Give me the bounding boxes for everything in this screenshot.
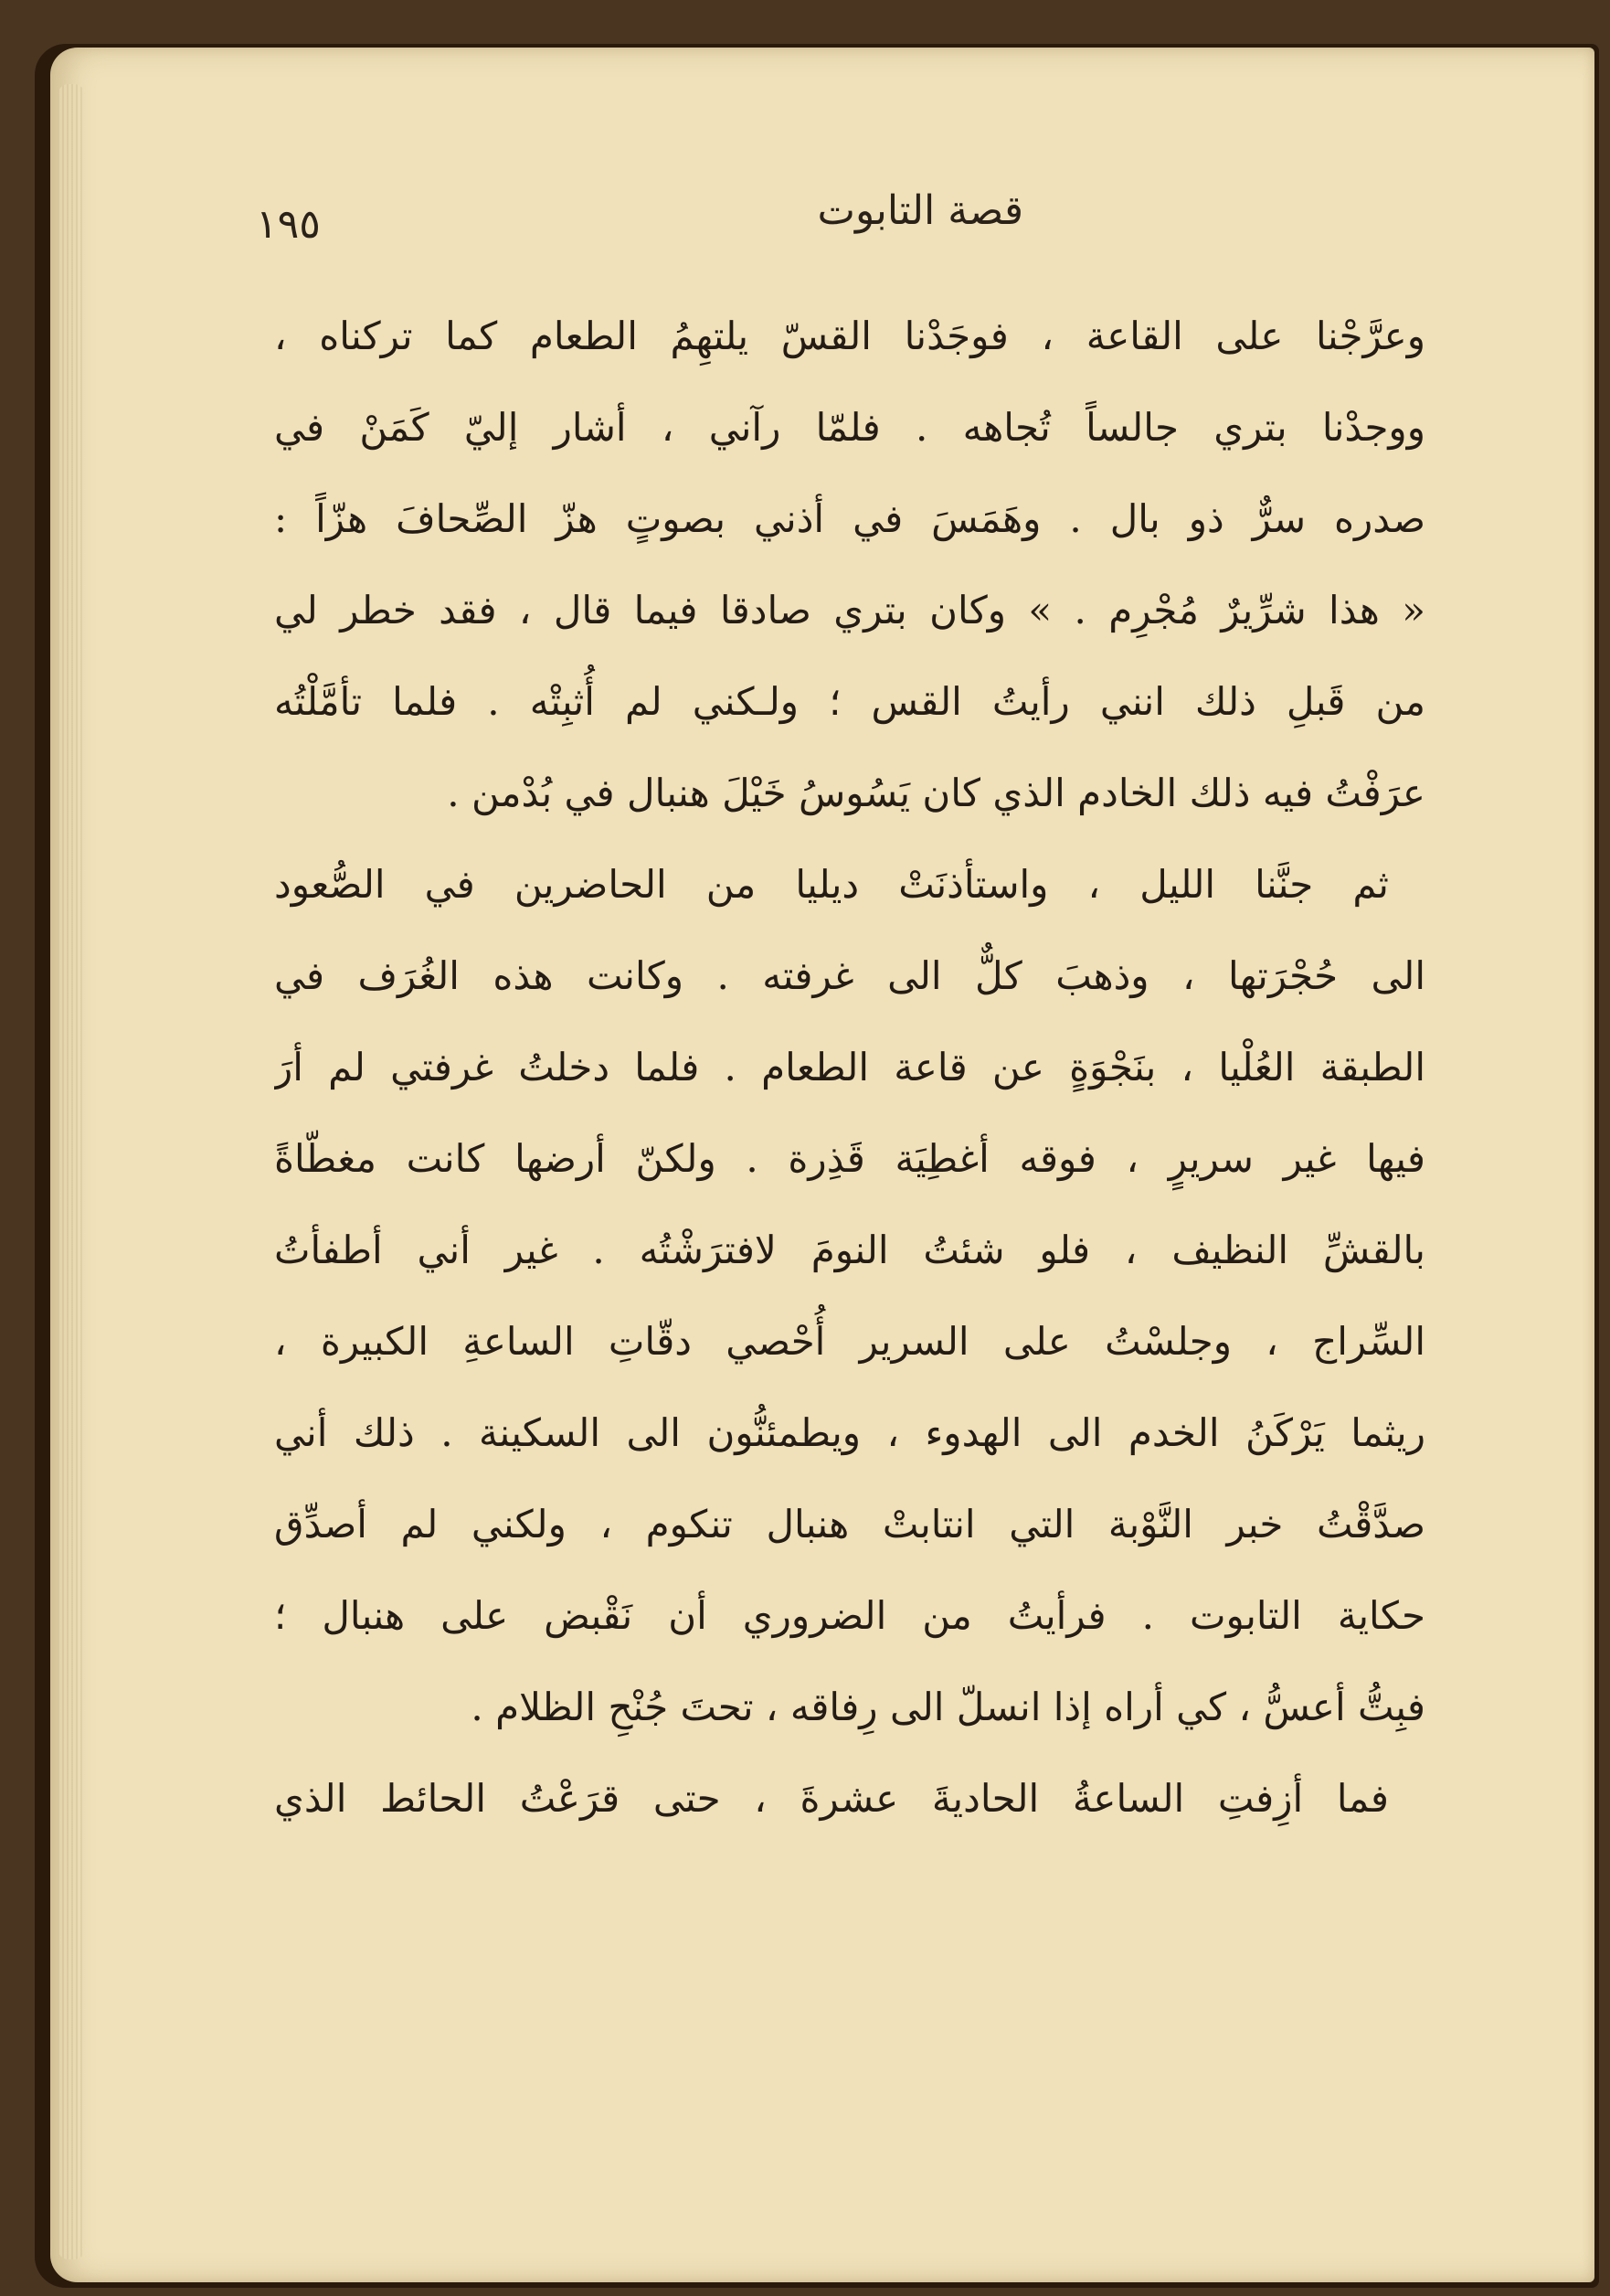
text-line: ثم جنَّنا الليل ، واستأذنَتْ ديليا من الحاضرين في الصُّعود	[274, 862, 1389, 907]
page-edges	[58, 84, 85, 2259]
text-line: من قَبلِ ذلك انني رأيتُ القس ؛ ولـكني لم أُثبِتْه . فلما تأمَّلْتُه	[274, 679, 1425, 724]
text-line: فما أزِفتِ الساعةُ الحاديةَ عشرةَ ، حتى قرَعْتُ الحائط الذي	[274, 1776, 1389, 1821]
text-line: ووجدْنا بتري جالساً تُجاهه . فلمّا رآني ، أشار إليّ كَمَنْ في	[274, 405, 1425, 450]
text-line: فيها غير سريرٍ ، فوقه أغطِيَة قَذِرة . ولكنّ أرضها كانت مغطّاةً	[274, 1136, 1425, 1181]
text-line: « هذا شرِّيرٌ مُجْرِم . » وكان بتري صادقا فيما قال ، فقد خطر لي	[274, 588, 1425, 632]
text-line: الطبقة العُلْيا ، بنَجْوَةٍ عن قاعة الطعام . فلما دخلتُ غرفتي لم أرَ	[274, 1045, 1425, 1090]
text-line: صدره سرٌّ ذو بال . وهَمَسَ في أذني بصوتٍ هزّ الصِّحافَ هزّاً :	[274, 496, 1425, 541]
page-number: ١٩٥	[256, 201, 321, 248]
text-line: حكاية التابوت . فرأيتُ من الضروري أن نَقْبض على هنبال ؛	[274, 1593, 1425, 1638]
running-head	[256, 137, 1444, 247]
text-line: صدَّقْتُ خبر النَّوْبة التي انتابتْ هنبال تنكوم ، ولكني لم أصدِّق	[274, 1502, 1425, 1547]
text-line: فبِتُّ أعسُّ ، كي أراه إذا انسلّ الى رِفاقه ، تحتَ جُنْحِ الظلام .	[471, 1685, 1425, 1729]
text-line: ريثما يَرْكَنُ الخدم الى الهدوء ، ويطمئنُّون الى السكينة . ذلك أني	[274, 1410, 1425, 1455]
text-line: وعرَّجْنا على القاعة ، فوجَدْنا القسّ يلتهِمُ الطعام كما تركناه ،	[274, 314, 1425, 358]
body-text	[274, 291, 1425, 1844]
text-line: السِّراج ، وجلسْتُ على السرير أُحْصي دقّاتِ الساعةِ الكبيرة ،	[274, 1319, 1425, 1364]
running-head-title: قصة التابوت	[817, 187, 1023, 234]
text-line: عرَفْتُ فيه ذلك الخادم الذي كان يَسُوسُ خَيْلَ هنبال في بُدْمن .	[447, 771, 1425, 815]
text-line: الى حُجْرَتها ، وذهبَ كلٌّ الى غرفته . وكانت هذه الغُرَف في	[274, 953, 1425, 998]
text-line: بالقشِّ النظيف ، فلو شئتُ النومَ لافترَشْتُه . غير أني أطفأتُ	[274, 1228, 1425, 1272]
